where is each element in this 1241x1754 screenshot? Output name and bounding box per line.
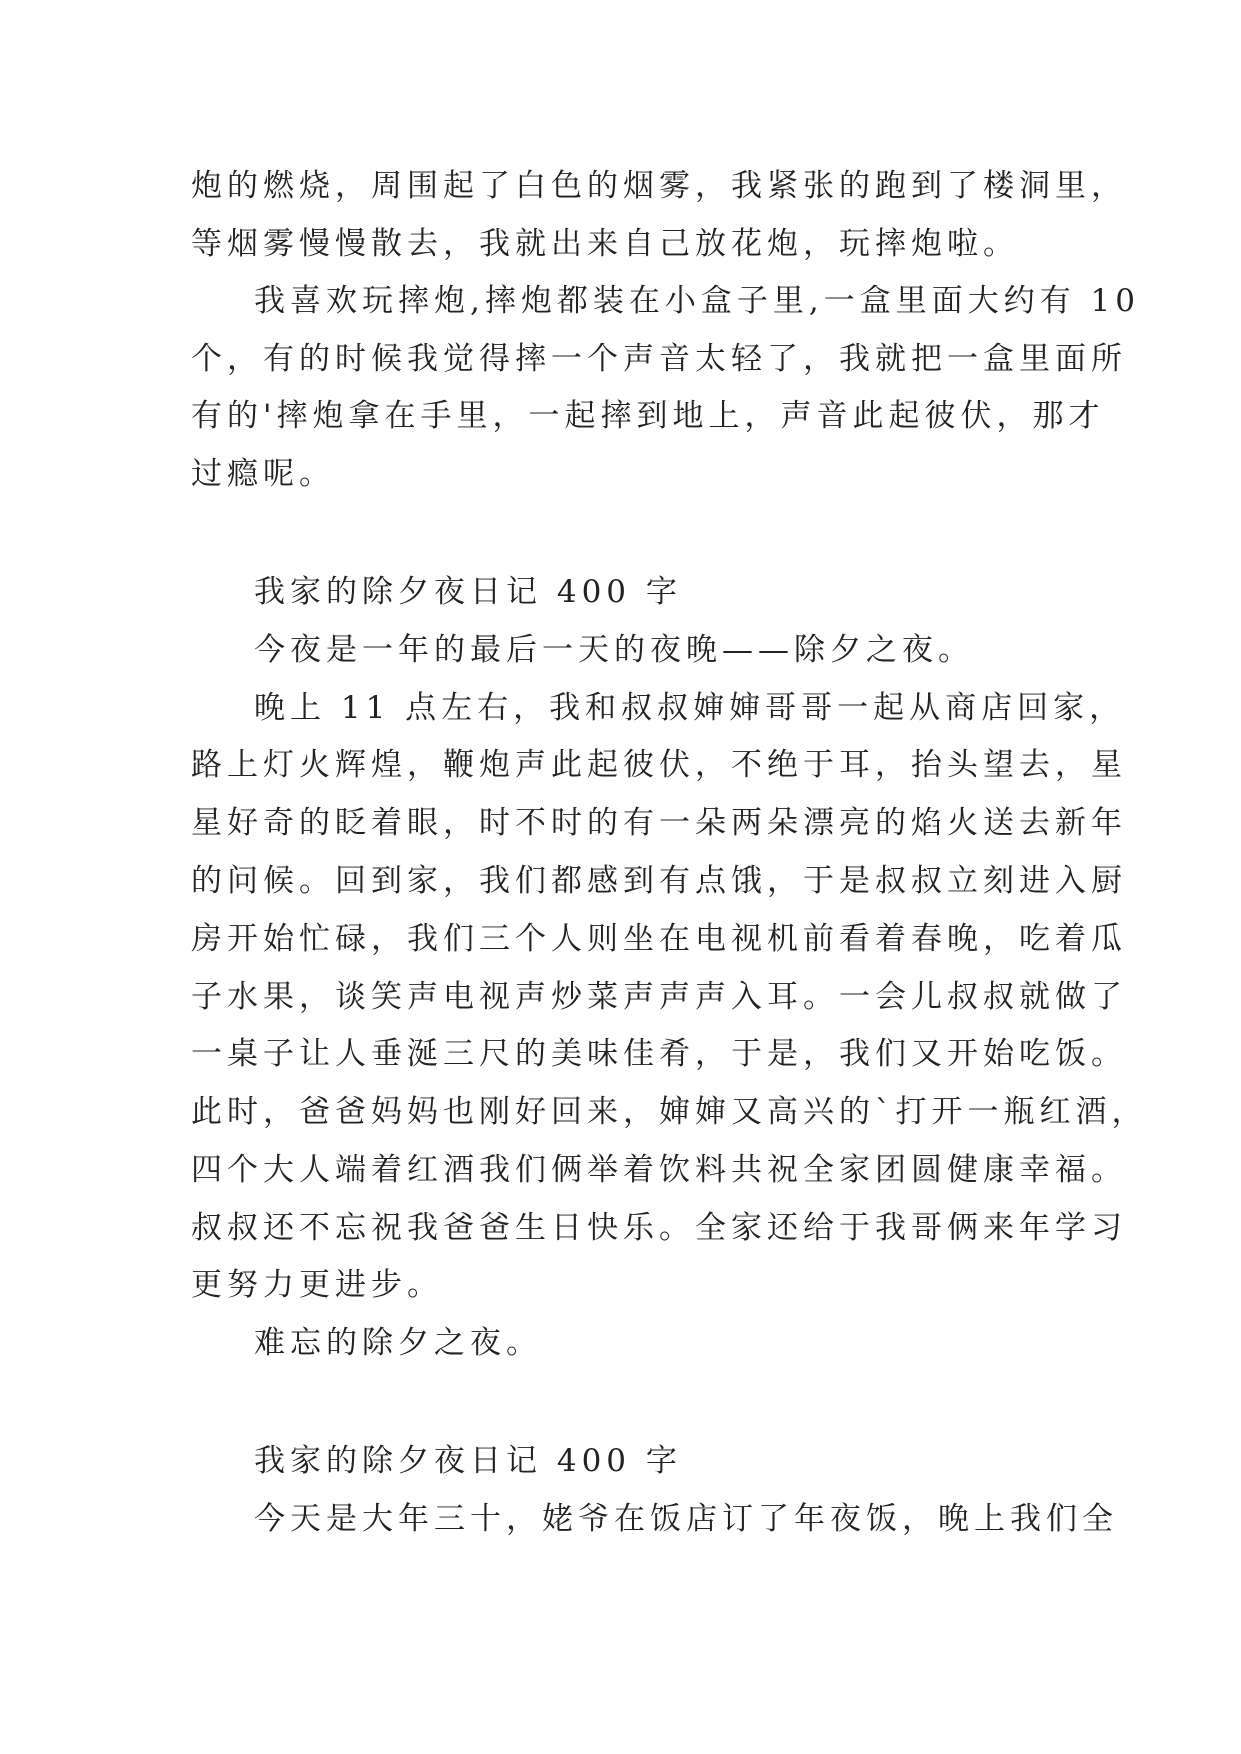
text-line: 一桌子让人垂涎三尺的美味佳肴，于是，我们又开始吃饭。 (191, 1036, 1127, 1072)
text-line: 有的'摔炮拿在手里，一起摔到地上，声音此起彼伏，那才 (191, 398, 1105, 434)
text-line: 此时，爸爸妈妈也刚好回来，婶婶又高兴的`打开一瓶红酒， (191, 1094, 1148, 1130)
text-line: 个，有的时候我觉得摔一个声音太轻了，我就把一盒里面所 (191, 341, 1127, 377)
text-line: 路上灯火辉煌，鞭炮声此起彼伏，不绝于耳，抬头望去，星 (191, 747, 1127, 783)
text-line: 星好奇的眨着眼，时不时的有一朵两朵漂亮的焰火送去新年 (191, 805, 1127, 841)
text-line: 房开始忙碌，我们三个人则坐在电视机前看着春晚，吃着瓜 (191, 921, 1127, 957)
paragraph-start: 我喜欢玩摔炮,摔炮都装在小盒子里,一盒里面大约有 10 (254, 283, 1141, 319)
paragraph-start: 晚上 11 点左右，我和叔叔婶婶哥哥一起从商店回家， (254, 690, 1126, 726)
text-line: 的问候。回到家，我们都感到有点饿，于是叔叔立刻进入厨 (191, 863, 1127, 899)
paragraph-start: 今夜是一年的最后一天的夜晚——除夕之夜。 (254, 632, 974, 668)
text-line: 炮的燃烧，周围起了白色的烟雾，我紧张的跑到了楼洞里， (191, 168, 1127, 204)
text-line: 四个大人端着红酒我们俩举着饮料共祝全家团圆健康幸福。 (191, 1152, 1127, 1188)
text-line: 子水果，谈笑声电视声炒菜声声声入耳。一会儿叔叔就做了 (191, 979, 1127, 1015)
paragraph-start: 今天是大年三十，姥爷在饭店订了年夜饭，晚上我们全 (254, 1501, 1118, 1537)
section-title: 我家的除夕夜日记 400 字 (254, 1443, 682, 1479)
text-line: 等烟雾慢慢散去，我就出来自己放花炮，玩摔炮啦。 (191, 226, 1019, 262)
text-line: 更努力更进步。 (191, 1267, 443, 1303)
text-line: 过瘾呢。 (191, 456, 335, 492)
paragraph-start: 难忘的除夕之夜。 (254, 1325, 542, 1361)
text-line: 叔叔还不忘祝我爸爸生日快乐。全家还给于我哥俩来年学习 (191, 1210, 1127, 1246)
section-title: 我家的除夕夜日记 400 字 (254, 574, 682, 610)
